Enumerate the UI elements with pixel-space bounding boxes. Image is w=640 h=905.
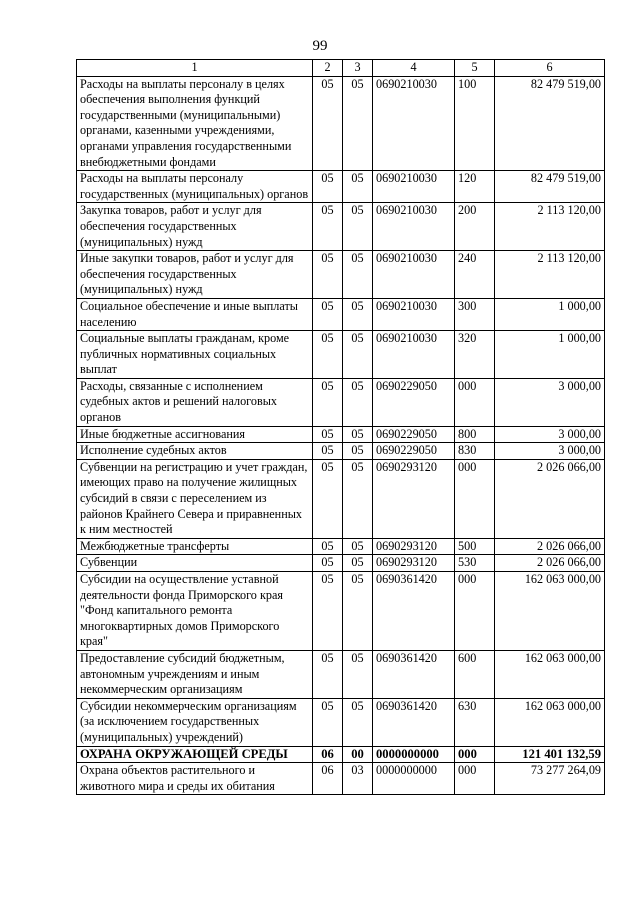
row-subsection-code: 05 — [343, 331, 373, 379]
row-expense-type: 100 — [455, 76, 495, 171]
table-row — [77, 538, 605, 555]
row-expense-type: 200 — [455, 203, 495, 251]
row-name: Охрана объектов растительного и животного мира и среды их обитания — [77, 763, 313, 795]
table-row — [77, 203, 605, 251]
row-name: Исполнение судебных актов — [77, 443, 313, 460]
row-expense-type: 000 — [455, 572, 495, 651]
row-target-code: 0690210030 — [373, 171, 455, 203]
header-col-1: 1 — [77, 60, 313, 77]
row-name: Субсидии на осуществление уставной деятельности фонда Приморского края "Фонд капитального ремонта многоквартирных домов Приморского края" — [77, 572, 313, 651]
table-row — [77, 76, 605, 171]
table-row — [77, 443, 605, 460]
row-target-code: 0000000000 — [373, 763, 455, 795]
table-row — [77, 555, 605, 572]
row-name: Межбюджетные трансферты — [77, 538, 313, 555]
row-amount: 3 000,00 — [495, 378, 605, 426]
row-expense-type: 800 — [455, 426, 495, 443]
row-subsection-code: 05 — [343, 572, 373, 651]
row-section-code: 05 — [313, 459, 343, 538]
row-amount: 73 277 264,09 — [495, 763, 605, 795]
row-name: Расходы, связанные с исполнением судебных актов и решений налоговых органов — [77, 378, 313, 426]
row-section-code: 05 — [313, 698, 343, 746]
row-target-code: 0000000000 — [373, 746, 455, 763]
row-target-code: 0690210030 — [373, 203, 455, 251]
row-amount: 2 026 066,00 — [495, 459, 605, 538]
row-name: Иные бюджетные ассигнования — [77, 426, 313, 443]
row-expense-type: 300 — [455, 298, 495, 330]
row-section-code: 05 — [313, 650, 343, 698]
row-amount: 162 063 000,00 — [495, 572, 605, 651]
row-target-code: 0690210030 — [373, 298, 455, 330]
row-name: Закупка товаров, работ и услуг для обеспечения государственных (муниципальных) нужд — [77, 203, 313, 251]
row-section-code: 05 — [313, 76, 343, 171]
row-subsection-code: 05 — [343, 650, 373, 698]
row-subsection-code: 00 — [343, 746, 373, 763]
table-row — [77, 378, 605, 426]
row-name: Субвенции на регистрацию и учет граждан, имеющих право на получение жилищных субсидий в связи с переселением из районов Крайнего Севера и приравненных к ним местностей — [77, 459, 313, 538]
row-target-code: 0690210030 — [373, 251, 455, 299]
row-name: Субсидии некоммерческим организациям (за исключением государственных (муниципальных) учреждений) — [77, 698, 313, 746]
table-row — [77, 298, 605, 330]
table-row — [77, 251, 605, 299]
row-expense-type: 600 — [455, 650, 495, 698]
row-subsection-code: 05 — [343, 251, 373, 299]
row-section-code: 05 — [313, 555, 343, 572]
row-amount: 162 063 000,00 — [495, 650, 605, 698]
row-target-code: 0690229050 — [373, 378, 455, 426]
row-subsection-code: 05 — [343, 538, 373, 555]
row-name: Социальные выплаты гражданам, кроме публичных нормативных социальных выплат — [77, 331, 313, 379]
row-name: Расходы на выплаты персоналу в целях обеспечения выполнения функций государственными (муниципальными) органами, казенными учреждениями, органами управления государственными внебюджетными фондами — [77, 76, 313, 171]
row-subsection-code: 05 — [343, 426, 373, 443]
row-subsection-code: 05 — [343, 76, 373, 171]
row-expense-type: 630 — [455, 698, 495, 746]
header-col-6: 6 — [495, 60, 605, 77]
row-amount: 1 000,00 — [495, 298, 605, 330]
row-target-code: 0690210030 — [373, 76, 455, 171]
row-amount: 3 000,00 — [495, 426, 605, 443]
row-expense-type: 000 — [455, 459, 495, 538]
row-expense-type: 000 — [455, 746, 495, 763]
row-subsection-code: 05 — [343, 203, 373, 251]
budget-table — [76, 59, 605, 795]
table-row — [77, 331, 605, 379]
row-expense-type: 530 — [455, 555, 495, 572]
row-name: Иные закупки товаров, работ и услуг для обеспечения государственных (муниципальных) нужд — [77, 251, 313, 299]
header-col-5: 5 — [455, 60, 495, 77]
header-col-3: 3 — [343, 60, 373, 77]
header-col-2: 2 — [313, 60, 343, 77]
row-target-code: 0690361420 — [373, 572, 455, 651]
row-amount: 1 000,00 — [495, 331, 605, 379]
row-target-code: 0690229050 — [373, 426, 455, 443]
row-subsection-code: 05 — [343, 459, 373, 538]
table-row — [77, 459, 605, 538]
row-section-code: 06 — [313, 763, 343, 795]
row-target-code: 0690229050 — [373, 443, 455, 460]
table-row — [77, 746, 605, 763]
row-subsection-code: 05 — [343, 171, 373, 203]
table-row — [77, 171, 605, 203]
row-section-code: 05 — [313, 203, 343, 251]
row-section-code: 05 — [313, 331, 343, 379]
row-section-code: 05 — [313, 171, 343, 203]
row-section-code: 05 — [313, 538, 343, 555]
row-expense-type: 830 — [455, 443, 495, 460]
row-expense-type: 000 — [455, 378, 495, 426]
row-section-code: 05 — [313, 572, 343, 651]
row-subsection-code: 05 — [343, 298, 373, 330]
row-section-code: 05 — [313, 378, 343, 426]
row-target-code: 0690210030 — [373, 331, 455, 379]
table-row — [77, 650, 605, 698]
row-expense-type: 500 — [455, 538, 495, 555]
row-amount: 3 000,00 — [495, 443, 605, 460]
header-row — [77, 60, 605, 77]
row-expense-type: 000 — [455, 763, 495, 795]
row-subsection-code: 05 — [343, 378, 373, 426]
row-name: Расходы на выплаты персоналу государственных (муниципальных) органов — [77, 171, 313, 203]
row-amount: 2 113 120,00 — [495, 203, 605, 251]
row-name: Социальное обеспечение и иные выплаты населению — [77, 298, 313, 330]
table-row — [77, 426, 605, 443]
row-section-code: 05 — [313, 443, 343, 460]
row-amount: 82 479 519,00 — [495, 76, 605, 171]
table-row — [77, 763, 605, 795]
row-subsection-code: 05 — [343, 555, 373, 572]
row-amount: 82 479 519,00 — [495, 171, 605, 203]
row-expense-type: 320 — [455, 331, 495, 379]
row-amount: 2 113 120,00 — [495, 251, 605, 299]
row-subsection-code: 03 — [343, 763, 373, 795]
table-row — [77, 698, 605, 746]
page-number: 99 — [312, 38, 328, 54]
row-amount: 2 026 066,00 — [495, 555, 605, 572]
row-name: Субвенции — [77, 555, 313, 572]
row-amount: 2 026 066,00 — [495, 538, 605, 555]
row-expense-type: 240 — [455, 251, 495, 299]
row-name: ОХРАНА ОКРУЖАЮЩЕЙ СРЕДЫ — [77, 746, 313, 763]
row-target-code: 0690361420 — [373, 650, 455, 698]
row-target-code: 0690293120 — [373, 459, 455, 538]
row-section-code: 05 — [313, 426, 343, 443]
row-target-code: 0690293120 — [373, 555, 455, 572]
row-name: Предоставление субсидий бюджетным, автономным учреждениям и иным некоммерческим организациям — [77, 650, 313, 698]
row-section-code: 05 — [313, 298, 343, 330]
row-amount: 162 063 000,00 — [495, 698, 605, 746]
row-target-code: 0690361420 — [373, 698, 455, 746]
table-row — [77, 572, 605, 651]
row-section-code: 05 — [313, 251, 343, 299]
row-expense-type: 120 — [455, 171, 495, 203]
header-col-4: 4 — [373, 60, 455, 77]
row-subsection-code: 05 — [343, 698, 373, 746]
row-target-code: 0690293120 — [373, 538, 455, 555]
row-section-code: 06 — [313, 746, 343, 763]
row-amount: 121 401 132,59 — [495, 746, 605, 763]
row-subsection-code: 05 — [343, 443, 373, 460]
